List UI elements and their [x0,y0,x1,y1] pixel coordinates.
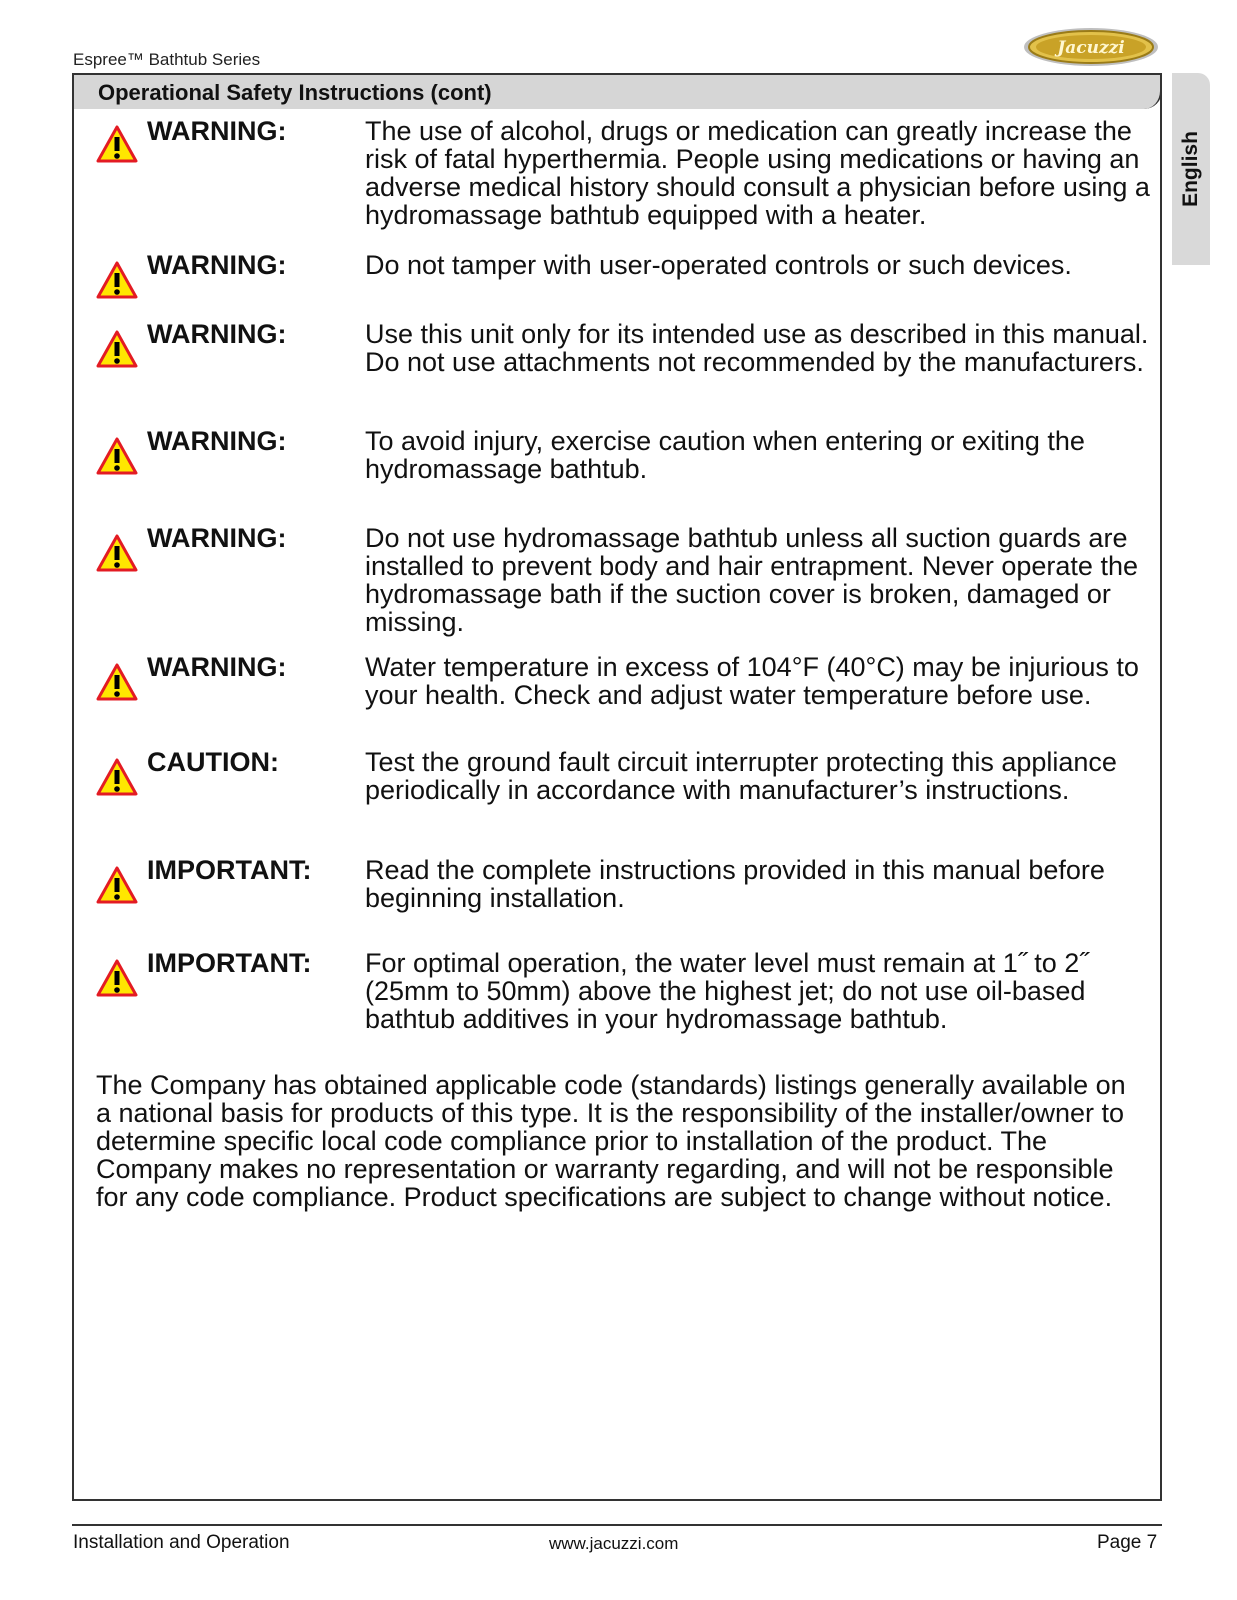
entry-label: WARNING: [147,426,287,456]
footer-manual-title: Installation and Operation [73,1532,290,1553]
entry-text: Test the ground fault circuit interrupter protecting this appliance periodically in accordance with manufacturer’s instructions. [365,747,1117,805]
footer-divider [72,1524,1162,1526]
warning-triangle-icon [96,959,138,997]
warning-triangle-icon [96,125,138,163]
jacuzzi-logo [1022,26,1160,68]
entry-label: WARNING: [147,250,287,280]
entry-label: IMPORTANT: [147,948,312,978]
page-number: Page 7 [1097,1532,1158,1553]
footer-website: www.jacuzzi.com [549,1534,679,1553]
warning-triangle-icon [96,663,138,701]
warning-triangle-icon [96,534,138,572]
section-header [72,73,1162,109]
logo-text: Jacuzzi [1057,38,1125,58]
warning-triangle-icon [96,261,138,299]
entry-text: Do not use hydromassage bathtub unless all suction guards are installed to prevent body and hair entrapment. Never operate the hydromassage bath if the suction cover is broken, damaged or missing. [365,523,1138,637]
entry-text: Do not tamper with user-operated controls or such devices. [365,250,1072,280]
entry-label: WARNING: [147,652,287,682]
entry-label: WARNING: [147,319,287,349]
entry-text: Read the complete instructions provided in this manual before beginning installation. [365,855,1105,913]
series-title: Espree™ Bathtub Series [73,50,261,69]
entry-label: WARNING: [147,523,287,553]
warning-triangle-icon [96,437,138,475]
entry-label: WARNING: [147,116,287,146]
warning-triangle-icon [96,866,138,904]
language-tab [1172,73,1210,265]
entry-text: Use this unit only for its intended use as described in this manual. Do not use attachments not recommended by the manufacturers. [365,319,1149,377]
entry-text: Water temperature in excess of 104°F (40°C) may be injurious to your health. Check and adjust water temperature before use. [365,652,1139,710]
entry-label: IMPORTANT: [147,855,312,885]
language-tab-label: English [1179,131,1202,207]
entry-text: To avoid injury, exercise caution when entering or exiting the hydromassage bathtub. [365,426,1085,484]
entry-label: CAUTION: [147,747,279,777]
code-compliance-notice: The Company has obtained applicable code (standards) listings generally available on a national basis for products of this type. It is the responsibility of the installer/owner to determine specific local code compliance prior to installation of the product. The Company makes no representation or warranty regarding, and will not be responsible for any code compliance. Product specifications are subject to change without notice. [96,1070,1126,1212]
warning-triangle-icon [96,758,138,796]
section-title: Operational Safety Instructions (cont) [98,80,492,105]
entry-text: For optimal operation, the water level must remain at 1˝ to 2˝ (25mm to 50mm) above the highest jet; do not use oil-based bathtub additives in your hydromassage bathtub. [365,948,1089,1034]
entry-text: The use of alcohol, drugs or medication can greatly increase the risk of fatal hyperthermia. People using medications or having an adverse medical history should consult a physician before using a hydromassage bathtub equipped with a heater. [365,116,1150,230]
warning-triangle-icon [96,330,138,368]
